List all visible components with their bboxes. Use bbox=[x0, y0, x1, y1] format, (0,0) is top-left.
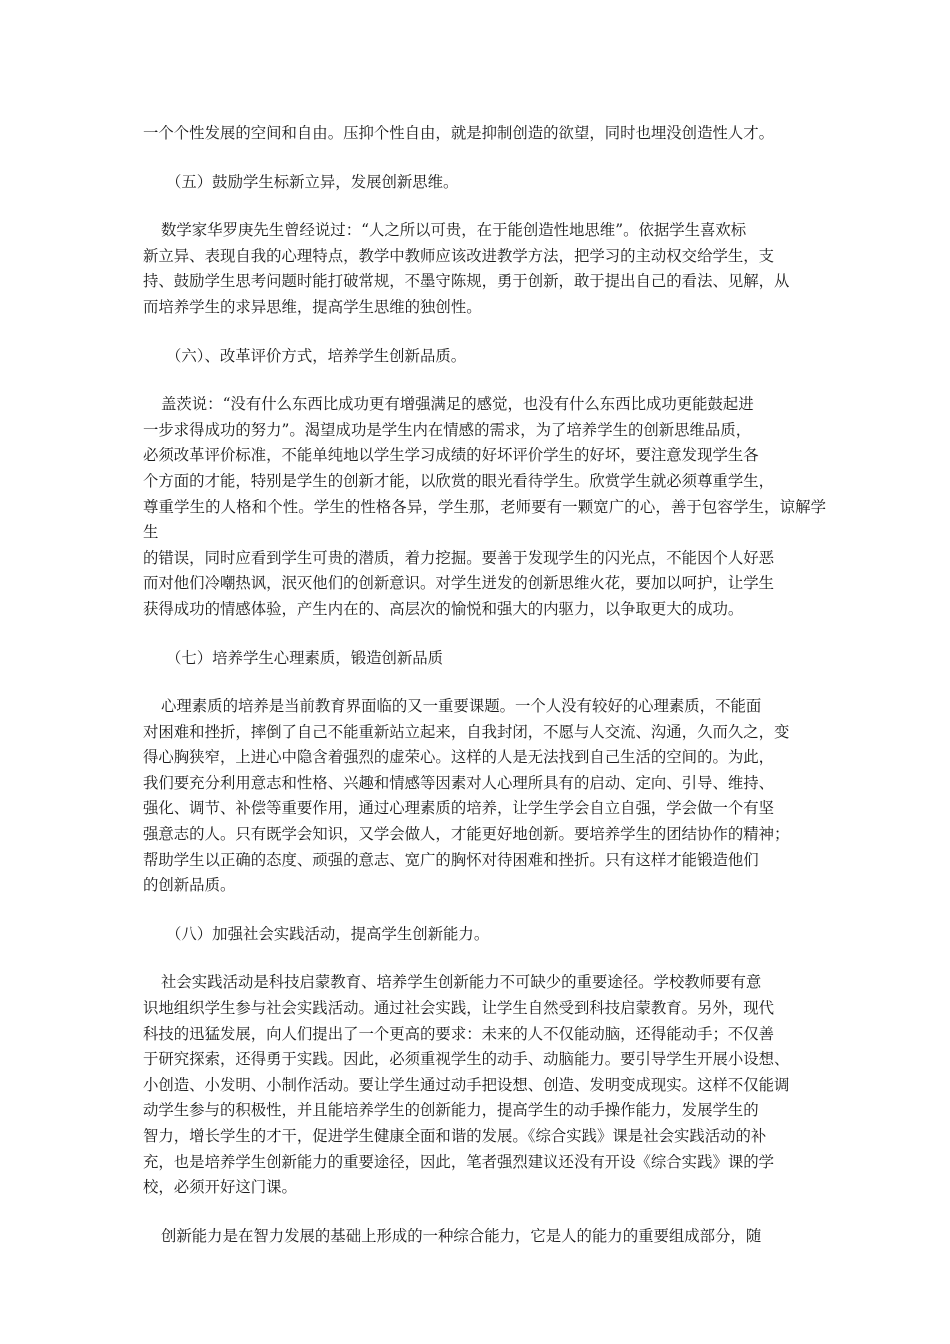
document-body bbox=[143, 121, 826, 1272]
section-heading-7: （七）培养学生心理素质，锻造创新品质 bbox=[166, 648, 444, 667]
section-heading-8: （八）加强社会实践活动，提高学生创新能力。 bbox=[166, 924, 490, 943]
paragraph-intro: 一个个性发展的空间和自由。压抑个性自由，就是抑制创造的欲望，同时也埋没创造性人才。 bbox=[143, 124, 775, 142]
section-heading-6: （六）、改革评价方式，培养学生创新品质。 bbox=[166, 346, 467, 365]
paragraph-section-6: 盖茨说：“没有什么东西比成功更有增强满足的感觉，也没有什么东西比成功更能鼓起进 一步求得成功的努力”。渴望成功是学生内在情感的需求，为了培养学生的创新思维品质， 必须改革评价标准，不能单纯地以学生学习成绩的好坏评价学生的好坏，要注意发现学生各 个方面的才能，特别是学生的创新才能，以欣赏的眼光看待学生。欣赏学生就必须尊重学生， 尊重学生的人格和个性。学生的性格各异，学生那，老师要有一颗宽广的心，善于包容学生，谅解学生 的错误，同时应看到学生可贵的潜质，着力挖掘。要善于发现学生的闪光点，不能因个人好恶 而对他们冷嘲热讽，泯灭他们的创新意识。对学生迸发的创新思维火花，要加以呵护，让学生 获得成功的情感体验，产生内在的、高层次的愉悦和强大的内驱力，以争取更大的成功。 bbox=[143, 395, 826, 618]
section-heading-5: （五）鼓励学生标新立异，发展创新思维。 bbox=[166, 172, 459, 191]
paragraph-conclusion: 创新能力是在智力发展的基础上形成的一种综合能力，它是人的能力的重要组成部分，随 bbox=[161, 1226, 762, 1245]
paragraph-section-8: 社会实践活动是科技启蒙教育、培养学生创新能力不可缺少的重要途径。学校教师要有意 识地组织学生参与社会实践活动。通过社会实践，让学生自然受到科技启蒙教育。另外，现代 科技的迅猛发展，向人们提出了一个更高的要求：未来的人不仅能动脑，还得能动手；不仅善 于研究探索，还得勇于实践。因此，必须重视学生的动手、动脑能力。要引导学生开展小设想、 小创造、小发明、小制作活动。要让学生通过动手把设想、创造、发明变成现实。这样不仅能调 动学生参与的积极性，并且能培养学生的创新能力，提高学生的动手操作能力，发展学生的 智力，增长学生的才干，促进学生健康全面和谐的发展。《综合实践》课是社会实践活动的补 充，也是培养学生创新能力的重要途径，因此，笔者强烈建议还没有开设《综合实践》课的学 校，必须开好这门课。 bbox=[143, 973, 790, 1197]
paragraph-section-7: 心理素质的培养是当前教育界面临的又一重要课题。一个人没有较好的心理素质，不能面 对困难和挫折，摔倒了自己不能重新站立起来，自我封闭，不愿与人交流、沟通，久而久之，变 得心胸狭窄，上进心中隐含着强烈的虚荣心。这样的人是无法找到自己生活的空间的。为此， 我们要充分利用意志和性格、兴趣和情感等因素对人心理所具有的启动、定向、引导、维持、 强化、调节、补偿等重要作用，通过心理素质的培养，让学生学会自立自强，学会做一个有坚 强意志的人。只有既学会知识，又学会做人，才能更好地创新。要培养学生的团结协作的精神； 帮助学生以正确的态度、顽强的意志、宽广的胸怀对待困难和挫折。只有这样才能锻造他们 的创新品质。 bbox=[143, 697, 790, 895]
paragraph-section-5: 数学家华罗庚先生曾经说过：“人之所以可贵，在于能创造性地思维”。依据学生喜欢标 新立异、表现自我的心理特点，教学中教师应该改进教学方法，把学习的主动权交给学生，支 持、鼓励学生思考问题时能打破常规，不墨守陈规，勇于创新，敢于提出自己的看法、见解，从 而培养学生的求异思维，提高学生思维的独创性。 bbox=[143, 221, 790, 316]
